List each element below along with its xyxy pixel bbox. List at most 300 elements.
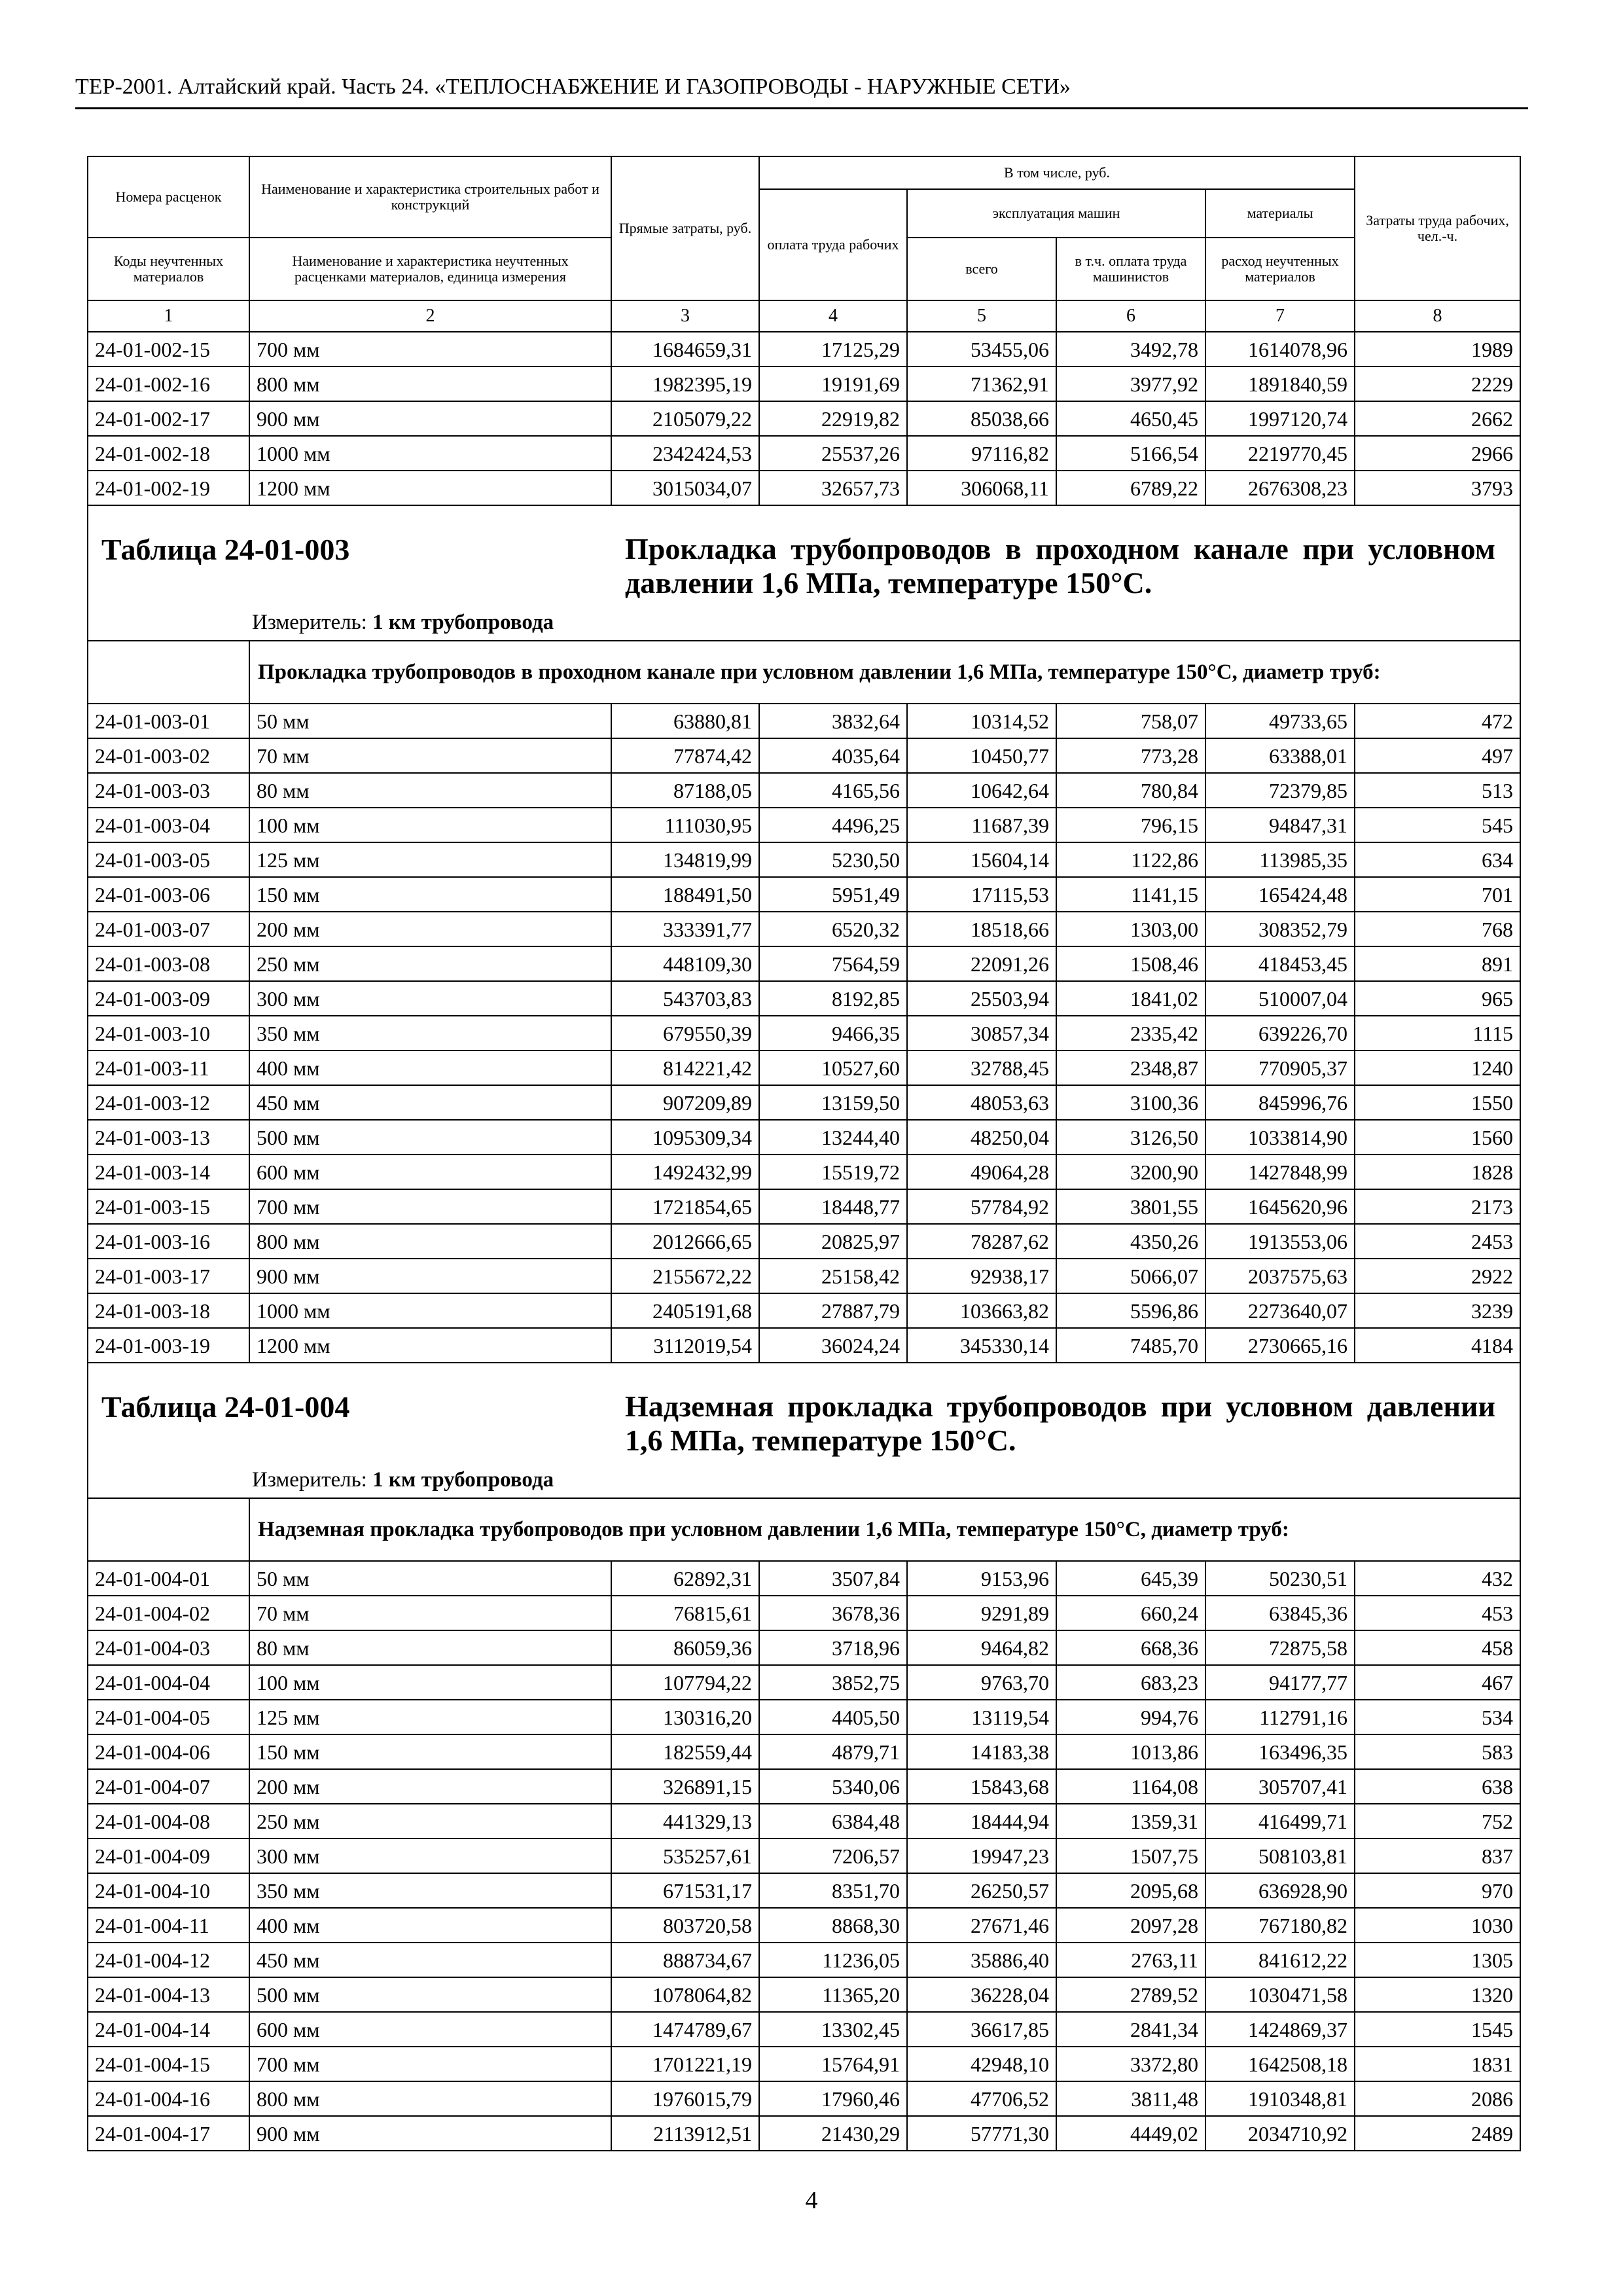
machines-header: эксплуатация машин [907, 189, 1205, 238]
rate-code-cell: 24-01-003-01 [88, 704, 249, 738]
value-cell: 803720,58 [611, 1908, 759, 1943]
value-cell: 2229 [1355, 367, 1520, 401]
value-cell: 94177,77 [1205, 1665, 1355, 1700]
rate-code-cell: 24-01-004-11 [88, 1908, 249, 1943]
value-cell: 25503,94 [907, 981, 1056, 1016]
value-cell: 107794,22 [611, 1665, 759, 1700]
rate-code-cell: 24-01-003-19 [88, 1328, 249, 1363]
measure-value: 1 км трубопровода [372, 1468, 554, 1492]
value-cell: 780,84 [1056, 773, 1205, 808]
subtitle-spacer [88, 641, 249, 704]
value-cell: 472 [1355, 704, 1520, 738]
col7-header: расход неучтенных материалов [1205, 238, 1355, 300]
value-cell: 13159,50 [759, 1085, 907, 1120]
value-cell: 62892,31 [611, 1561, 759, 1596]
table-row [88, 1293, 1520, 1328]
value-cell: 891 [1355, 946, 1520, 981]
diameter-cell: 250 мм [249, 946, 611, 981]
column-number: 8 [1355, 300, 1520, 332]
value-cell: 583 [1355, 1734, 1520, 1769]
value-cell: 841612,22 [1205, 1943, 1355, 1977]
rate-code-cell: 24-01-003-17 [88, 1259, 249, 1293]
value-cell: 78287,62 [907, 1224, 1056, 1259]
table-row [88, 1085, 1520, 1120]
value-cell: 2273640,07 [1205, 1293, 1355, 1328]
table-row [88, 1839, 1520, 1873]
value-cell: 1976015,79 [611, 2081, 759, 2116]
diameter-cell: 500 мм [249, 1120, 611, 1155]
rate-code-cell: 24-01-003-12 [88, 1085, 249, 1120]
value-cell: 758,07 [1056, 704, 1205, 738]
value-cell: 10314,52 [907, 704, 1056, 738]
value-cell: 22919,82 [759, 401, 907, 436]
table-row [88, 332, 1520, 367]
value-cell: 671531,17 [611, 1873, 759, 1908]
value-cell: 2922 [1355, 1259, 1520, 1293]
value-cell: 1320 [1355, 1977, 1520, 2012]
value-cell: 17115,53 [907, 877, 1056, 912]
value-cell: 103663,82 [907, 1293, 1056, 1328]
rate-code-cell: 24-01-003-18 [88, 1293, 249, 1328]
table-row [88, 1873, 1520, 1908]
rate-code-cell: 24-01-003-04 [88, 808, 249, 842]
value-cell: 645,39 [1056, 1561, 1205, 1596]
rate-code-cell: 24-01-004-15 [88, 2047, 249, 2081]
value-cell: 1164,08 [1056, 1769, 1205, 1804]
value-cell: 17125,29 [759, 332, 907, 367]
value-cell: 18444,94 [907, 1804, 1056, 1839]
value-cell: 11687,39 [907, 808, 1056, 842]
value-cell: 2173 [1355, 1189, 1520, 1224]
diameter-cell: 800 мм [249, 1224, 611, 1259]
value-cell: 3852,75 [759, 1665, 907, 1700]
value-cell: 113985,35 [1205, 842, 1355, 877]
value-cell: 888734,67 [611, 1943, 759, 1977]
rates-table [87, 156, 1521, 2151]
diameter-cell: 1200 мм [249, 471, 611, 505]
rate-code-cell: 24-01-004-01 [88, 1561, 249, 1596]
value-cell: 6384,48 [759, 1804, 907, 1839]
measure-label: Измеритель: [252, 1468, 367, 1492]
value-cell: 2348,87 [1056, 1050, 1205, 1085]
value-cell: 5596,86 [1056, 1293, 1205, 1328]
value-cell: 25158,42 [759, 1259, 907, 1293]
rate-code-cell: 24-01-003-09 [88, 981, 249, 1016]
value-cell: 3507,84 [759, 1561, 907, 1596]
value-cell: 1359,31 [1056, 1804, 1205, 1839]
value-cell: 1684659,31 [611, 332, 759, 367]
value-cell: 9466,35 [759, 1016, 907, 1050]
value-cell: 2676308,23 [1205, 471, 1355, 505]
value-cell: 535257,61 [611, 1839, 759, 1873]
rate-code-cell: 24-01-004-04 [88, 1665, 249, 1700]
value-cell: 701 [1355, 877, 1520, 912]
value-cell: 36228,04 [907, 1977, 1056, 2012]
value-cell: 453 [1355, 1596, 1520, 1630]
value-cell: 3793 [1355, 471, 1520, 505]
value-cell: 1122,86 [1056, 842, 1205, 877]
value-cell: 3678,36 [759, 1596, 907, 1630]
value-cell: 188491,50 [611, 877, 759, 912]
table-row [88, 842, 1520, 877]
value-cell: 7206,57 [759, 1839, 907, 1873]
column-number: 2 [249, 300, 611, 332]
value-cell: 3239 [1355, 1293, 1520, 1328]
value-cell: 4350,26 [1056, 1224, 1205, 1259]
value-cell: 6789,22 [1056, 471, 1205, 505]
value-cell: 3200,90 [1056, 1155, 1205, 1189]
value-cell: 441329,13 [611, 1804, 759, 1839]
value-cell: 163496,35 [1205, 1734, 1355, 1769]
table-row [88, 1189, 1520, 1224]
table-row [88, 1120, 1520, 1155]
value-cell: 20825,97 [759, 1224, 907, 1259]
rate-code-cell: 24-01-004-14 [88, 2012, 249, 2047]
table-row [88, 401, 1520, 436]
table-row [88, 1665, 1520, 1700]
value-cell: 814221,42 [611, 1050, 759, 1085]
value-cell: 668,36 [1056, 1630, 1205, 1665]
value-cell: 2097,28 [1056, 1908, 1205, 1943]
diameter-cell: 50 мм [249, 1561, 611, 1596]
value-cell: 86059,36 [611, 1630, 759, 1665]
value-cell: 1508,46 [1056, 946, 1205, 981]
value-cell: 2155672,22 [611, 1259, 759, 1293]
value-cell: 27671,46 [907, 1908, 1056, 1943]
diameter-cell: 300 мм [249, 1839, 611, 1873]
value-cell: 1303,00 [1056, 912, 1205, 946]
page-header: ТЕР-2001. Алтайский край. Часть 24. «ТЕПЛОСНАБЖЕНИЕ И ГАЗОПРОВОДЫ - НАРУЖНЫЕ СЕТИ» [75, 71, 1528, 109]
rate-code-cell: 24-01-004-02 [88, 1596, 249, 1630]
value-cell: 10527,60 [759, 1050, 907, 1085]
diameter-cell: 70 мм [249, 738, 611, 773]
value-cell: 76815,61 [611, 1596, 759, 1630]
value-cell: 72379,85 [1205, 773, 1355, 808]
value-cell: 660,24 [1056, 1596, 1205, 1630]
rate-code-cell: 24-01-004-06 [88, 1734, 249, 1769]
value-cell: 767180,82 [1205, 1908, 1355, 1943]
diameter-cell: 1200 мм [249, 1328, 611, 1363]
table-row [88, 808, 1520, 842]
value-cell: 639226,70 [1205, 1016, 1355, 1050]
table-row [88, 436, 1520, 471]
value-cell: 1078064,82 [611, 1977, 759, 2012]
value-cell: 77874,42 [611, 738, 759, 773]
table-row [88, 1908, 1520, 1943]
value-cell: 907209,89 [611, 1085, 759, 1120]
table-number: Таблица 24-01-004 [101, 1390, 350, 1424]
value-cell: 2034710,92 [1205, 2116, 1355, 2151]
diameter-cell: 800 мм [249, 367, 611, 401]
rate-code-cell: 24-01-003-05 [88, 842, 249, 877]
diameter-cell: 1000 мм [249, 1293, 611, 1328]
value-cell: 308352,79 [1205, 912, 1355, 946]
table-row [88, 704, 1520, 738]
value-cell: 845996,76 [1205, 1085, 1355, 1120]
diameter-cell: 350 мм [249, 1016, 611, 1050]
value-cell: 1240 [1355, 1050, 1520, 1085]
diameter-cell: 600 мм [249, 2012, 611, 2047]
value-cell: 4449,02 [1056, 2116, 1205, 2151]
table-title-cell [88, 1363, 1520, 1498]
table-row [88, 1977, 1520, 2012]
value-cell: 5166,54 [1056, 436, 1205, 471]
value-cell: 5066,07 [1056, 1259, 1205, 1293]
value-cell: 2113912,51 [611, 2116, 759, 2151]
value-cell: 2037575,63 [1205, 1259, 1355, 1293]
value-cell: 1997120,74 [1205, 401, 1355, 436]
value-cell: 1913553,06 [1205, 1224, 1355, 1259]
value-cell: 13302,45 [759, 2012, 907, 2047]
value-cell: 130316,20 [611, 1700, 759, 1734]
rate-code-cell: 24-01-002-19 [88, 471, 249, 505]
value-cell: 3718,96 [759, 1630, 907, 1665]
value-cell: 3015034,07 [611, 471, 759, 505]
value-cell: 63845,36 [1205, 1596, 1355, 1630]
col6-header: в т.ч. оплата труда машинистов [1056, 238, 1205, 300]
diameter-cell: 900 мм [249, 1259, 611, 1293]
value-cell: 3100,36 [1056, 1085, 1205, 1120]
value-cell: 85038,66 [907, 401, 1056, 436]
value-cell: 965 [1355, 981, 1520, 1016]
value-cell: 8192,85 [759, 981, 907, 1016]
value-cell: 458 [1355, 1630, 1520, 1665]
value-cell: 513 [1355, 773, 1520, 808]
rate-code-cell: 24-01-003-14 [88, 1155, 249, 1189]
value-cell: 1545 [1355, 2012, 1520, 2047]
value-cell: 1550 [1355, 1085, 1520, 1120]
value-cell: 1507,75 [1056, 1839, 1205, 1873]
value-cell: 49064,28 [907, 1155, 1056, 1189]
value-cell: 636928,90 [1205, 1873, 1355, 1908]
col8-header: Затраты труда рабочих, чел.-ч. [1355, 156, 1520, 300]
value-cell: 634 [1355, 842, 1520, 877]
diameter-cell: 400 мм [249, 1050, 611, 1085]
measure-label: Измеритель: [252, 611, 367, 634]
diameter-cell: 700 мм [249, 332, 611, 367]
table-row [88, 1328, 1520, 1363]
value-cell: 25537,26 [759, 436, 907, 471]
value-cell: 1141,15 [1056, 877, 1205, 912]
value-cell: 1030471,58 [1205, 1977, 1355, 2012]
value-cell: 1910348,81 [1205, 2081, 1355, 2116]
included-header: В том числе, руб. [759, 156, 1355, 189]
subtitle-spacer [88, 1498, 249, 1561]
table-row [88, 877, 1520, 912]
value-cell: 970 [1355, 1873, 1520, 1908]
value-cell: 638 [1355, 1769, 1520, 1804]
value-cell: 508103,81 [1205, 1839, 1355, 1873]
value-cell: 111030,95 [611, 808, 759, 842]
rate-code-cell: 24-01-003-10 [88, 1016, 249, 1050]
value-cell: 1427848,99 [1205, 1155, 1355, 1189]
value-cell: 837 [1355, 1839, 1520, 1873]
page-number: 4 [805, 2187, 818, 2214]
value-cell: 679550,39 [611, 1016, 759, 1050]
diameter-cell: 900 мм [249, 2116, 611, 2151]
value-cell: 5230,50 [759, 842, 907, 877]
value-cell: 1305 [1355, 1943, 1520, 1977]
value-cell: 57771,30 [907, 2116, 1056, 2151]
table-subtitle: Надземная прокладка трубопроводов при условном давлении 1,6 МПа, температуре 150°С, диаметр труб: [249, 1498, 1520, 1561]
value-cell: 1645620,96 [1205, 1189, 1355, 1224]
col2-top-header: Наименование и характеристика строительных работ и конструкций [249, 156, 611, 238]
value-cell: 11236,05 [759, 1943, 907, 1977]
table-row [88, 1016, 1520, 1050]
value-cell: 9763,70 [907, 1665, 1056, 1700]
col5-header: всего [907, 238, 1056, 300]
value-cell: 9464,82 [907, 1630, 1056, 1665]
value-cell: 27887,79 [759, 1293, 907, 1328]
value-cell: 432 [1355, 1561, 1520, 1596]
diameter-cell: 700 мм [249, 2047, 611, 2081]
rate-code-cell: 24-01-004-05 [88, 1700, 249, 1734]
rate-code-cell: 24-01-003-07 [88, 912, 249, 946]
rate-code-cell: 24-01-003-06 [88, 877, 249, 912]
value-cell: 2489 [1355, 2116, 1520, 2151]
table-row [88, 1050, 1520, 1085]
value-cell: 1095309,34 [611, 1120, 759, 1155]
diameter-cell: 100 мм [249, 1665, 611, 1700]
rate-code-cell: 24-01-003-03 [88, 773, 249, 808]
value-cell: 510007,04 [1205, 981, 1355, 1016]
value-cell: 134819,99 [611, 842, 759, 877]
table-row [88, 1224, 1520, 1259]
rate-code-cell: 24-01-004-10 [88, 1873, 249, 1908]
value-cell: 49733,65 [1205, 704, 1355, 738]
col2-bottom-header: Наименование и характеристика неучтенных расценками материалов, единица измерения [249, 238, 611, 300]
rate-code-cell: 24-01-003-13 [88, 1120, 249, 1155]
value-cell: 773,28 [1056, 738, 1205, 773]
value-cell: 1982395,19 [611, 367, 759, 401]
value-cell: 1989 [1355, 332, 1520, 367]
value-cell: 3126,50 [1056, 1120, 1205, 1155]
value-cell: 4879,71 [759, 1734, 907, 1769]
value-cell: 2405191,68 [611, 1293, 759, 1328]
value-cell: 19191,69 [759, 367, 907, 401]
diameter-cell: 1000 мм [249, 436, 611, 471]
value-cell: 2342424,53 [611, 436, 759, 471]
value-cell: 796,15 [1056, 808, 1205, 842]
diameter-cell: 800 мм [249, 2081, 611, 2116]
value-cell: 4650,45 [1056, 401, 1205, 436]
value-cell: 15843,68 [907, 1769, 1056, 1804]
value-cell: 3112019,54 [611, 1328, 759, 1363]
value-cell: 994,76 [1056, 1700, 1205, 1734]
value-cell: 2086 [1355, 2081, 1520, 2116]
value-cell: 1721854,65 [611, 1189, 759, 1224]
col3-header: Прямые затраты, руб. [611, 156, 759, 300]
value-cell: 3832,64 [759, 704, 907, 738]
value-cell: 112791,16 [1205, 1700, 1355, 1734]
diameter-cell: 50 мм [249, 704, 611, 738]
value-cell: 2841,34 [1056, 2012, 1205, 2047]
value-cell: 2012666,65 [611, 1224, 759, 1259]
value-cell: 53455,06 [907, 332, 1056, 367]
col1-bottom-header: Коды неучтенных материалов [88, 238, 249, 300]
table-title: Надземная прокладка трубопроводов при условном давлении 1,6 МПа, температуре 150°С. [625, 1390, 1495, 1457]
value-cell: 4184 [1355, 1328, 1520, 1363]
table-row [88, 2012, 1520, 2047]
value-cell: 63388,01 [1205, 738, 1355, 773]
value-cell: 15519,72 [759, 1155, 907, 1189]
value-cell: 7564,59 [759, 946, 907, 981]
value-cell: 13119,54 [907, 1700, 1056, 1734]
value-cell: 36617,85 [907, 2012, 1056, 2047]
table-row [88, 912, 1520, 946]
value-cell: 182559,44 [611, 1734, 759, 1769]
value-cell: 467 [1355, 1665, 1520, 1700]
value-cell: 1013,86 [1056, 1734, 1205, 1769]
diameter-cell: 80 мм [249, 1630, 611, 1665]
value-cell: 18448,77 [759, 1189, 907, 1224]
column-number: 6 [1056, 300, 1205, 332]
value-cell: 2730665,16 [1205, 1328, 1355, 1363]
diameter-cell: 80 мм [249, 773, 611, 808]
table-row [88, 1769, 1520, 1804]
value-cell: 4496,25 [759, 808, 907, 842]
rate-code-cell: 24-01-004-03 [88, 1630, 249, 1665]
value-cell: 1492432,99 [611, 1155, 759, 1189]
rate-code-cell: 24-01-003-08 [88, 946, 249, 981]
col4-header: оплата труда рабочих [759, 189, 907, 300]
table-row [88, 1734, 1520, 1769]
column-number: 1 [88, 300, 249, 332]
value-cell: 17960,46 [759, 2081, 907, 2116]
table-row [88, 2116, 1520, 2151]
diameter-cell: 100 мм [249, 808, 611, 842]
diameter-cell: 200 мм [249, 912, 611, 946]
value-cell: 8351,70 [759, 1873, 907, 1908]
diameter-cell: 150 мм [249, 1734, 611, 1769]
value-cell: 47706,52 [907, 2081, 1056, 2116]
value-cell: 48250,04 [907, 1120, 1056, 1155]
value-cell: 30857,34 [907, 1016, 1056, 1050]
value-cell: 15764,91 [759, 2047, 907, 2081]
value-cell: 1831 [1355, 2047, 1520, 2081]
value-cell: 770905,37 [1205, 1050, 1355, 1085]
value-cell: 1474789,67 [611, 2012, 759, 2047]
value-cell: 13244,40 [759, 1120, 907, 1155]
value-cell: 35886,40 [907, 1943, 1056, 1977]
value-cell: 14183,38 [907, 1734, 1056, 1769]
value-cell: 5951,49 [759, 877, 907, 912]
value-cell: 36024,24 [759, 1328, 907, 1363]
value-cell: 21430,29 [759, 2116, 907, 2151]
value-cell: 326891,15 [611, 1769, 759, 1804]
measure [252, 611, 554, 635]
value-cell: 71362,91 [907, 367, 1056, 401]
value-cell: 3811,48 [1056, 2081, 1205, 2116]
table-row [88, 773, 1520, 808]
value-cell: 22091,26 [907, 946, 1056, 981]
value-cell: 416499,71 [1205, 1804, 1355, 1839]
value-cell: 418453,45 [1205, 946, 1355, 981]
value-cell: 3977,92 [1056, 367, 1205, 401]
value-cell: 92938,17 [907, 1259, 1056, 1293]
value-cell: 345330,14 [907, 1328, 1056, 1363]
value-cell: 10642,64 [907, 773, 1056, 808]
diameter-cell: 400 мм [249, 1908, 611, 1943]
rate-code-cell: 24-01-003-02 [88, 738, 249, 773]
value-cell: 97116,82 [907, 436, 1056, 471]
value-cell: 534 [1355, 1700, 1520, 1734]
rate-code-cell: 24-01-003-15 [88, 1189, 249, 1224]
value-cell: 752 [1355, 1804, 1520, 1839]
diameter-cell: 500 мм [249, 1977, 611, 2012]
value-cell: 10450,77 [907, 738, 1056, 773]
value-cell: 1841,02 [1056, 981, 1205, 1016]
